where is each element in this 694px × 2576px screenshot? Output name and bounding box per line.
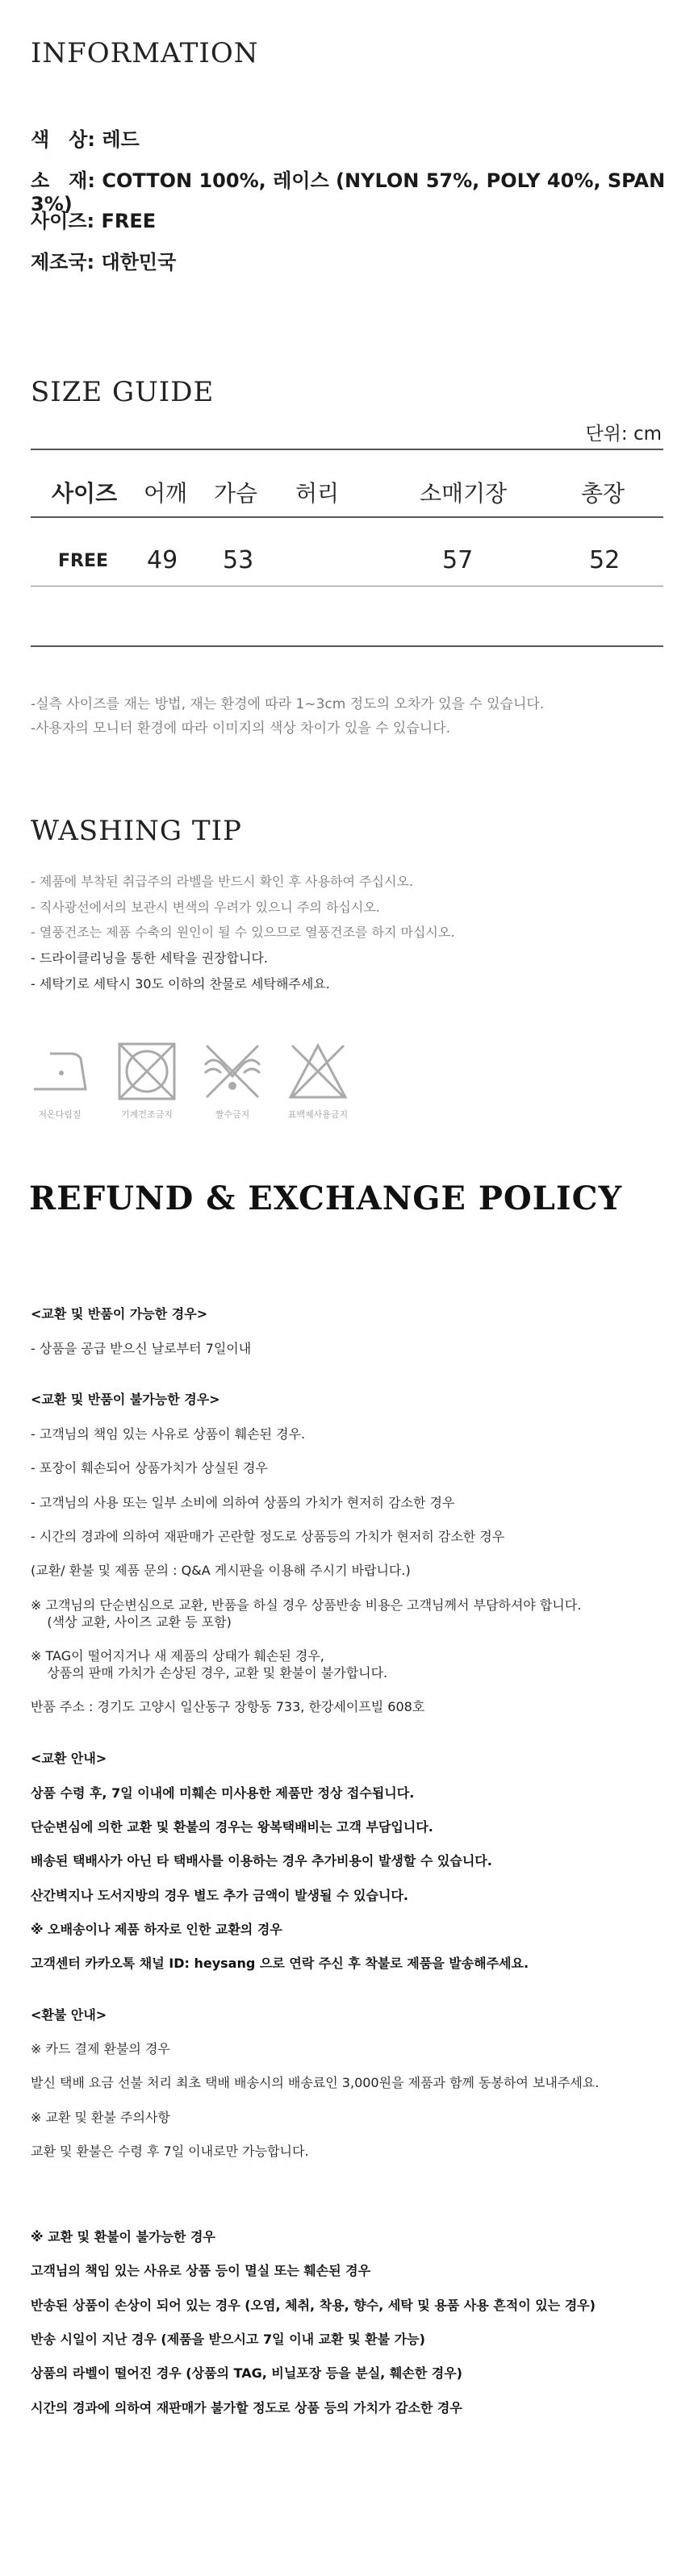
no-tumble-dry-icon: [116, 1041, 178, 1102]
info-value: FREE: [101, 210, 157, 232]
size-guide-title: SIZE GUIDE: [31, 376, 215, 408]
table-row-rule: [31, 586, 663, 587]
policy-line: - 고객님의 책임 있는 사유로 상품이 훼손된 경우.: [31, 1426, 306, 1442]
policy-line: ※ 고객님의 단순변심으로 교환, 반품을 하실 경우 상품반송 비용은 고객님께서 부담하셔야 합니다.: [31, 1597, 582, 1613]
policy-heading: <교환 안내>: [31, 1751, 107, 1766]
size-header: 사이즈: [52, 480, 118, 507]
return-address: 반품 주소 : 경기도 고양시 일산동구 장항동 733, 한강세이프빌 608호: [31, 1699, 425, 1714]
policy-heading: <환불 안내>: [31, 2007, 107, 2023]
policy-line: ※ 카드 결제 환불의 경우: [31, 2041, 170, 2056]
size-header: 어깨: [144, 480, 188, 507]
size-header: 소매기장: [420, 480, 508, 507]
icon-caption: 기계건조금지: [121, 1109, 173, 1120]
policy-line: 배송된 택배사가 아닌 타 택배사를 이용하는 경우 추가비용이 발생할 수 있습니다.: [31, 1853, 492, 1868]
size-note: -실측 사이즈를 재는 방법, 재는 환경에 따라 1~3cm 정도의 오차가 있을 수 있습니다.: [31, 696, 545, 712]
wash-line: - 직사광선에서의 보관시 변색의 우려가 있으니 주의 하십시오.: [31, 900, 380, 915]
size-value: 57: [442, 546, 474, 574]
iron-low-icon: [29, 1041, 90, 1102]
icon-caption: 저온다림질: [38, 1109, 82, 1120]
icon-caption: 짤수금지: [215, 1109, 250, 1120]
size-unit: 단위: cm: [585, 424, 662, 445]
size-value: 53: [223, 546, 254, 574]
wash-line: - 세탁기로 세탁시 30도 이하의 찬물로 세탁해주세요.: [31, 976, 330, 992]
info-row-origin: [31, 246, 176, 274]
policy-line: ※ 교환 및 환불 주의사항: [31, 2110, 170, 2125]
no-wring-icon: [202, 1041, 263, 1102]
policy-line: 산간벽지나 도서지방의 경우 별도 추가 금액이 발생될 수 있습니다.: [31, 1888, 408, 1903]
policy-line: 반송된 상품이 손상이 되어 있는 경우 (오염, 체취, 착용, 향수, 세탁 및 용품 사용 흔적이 있는 경우): [31, 2298, 596, 2313]
refund-title: REFUND & EXCHANGE POLICY: [29, 1179, 622, 1217]
policy-line: 발신 택배 요금 선불 처리 최초 택배 배송시의 배송료인 3,000원을 제품과 함께 동봉하여 보내주세요.: [31, 2075, 600, 2090]
wash-line: - 드라이클리닝을 통한 세탁을 권장합니다.: [31, 950, 268, 966]
size-header: 총장: [581, 480, 625, 507]
table-bottom-rule: [31, 645, 663, 647]
size-note: -사용자의 모니터 환경에 따라 이미지의 색상 차이가 있을 수 있습니다.: [31, 720, 450, 737]
policy-line: 고객님의 책임 있는 사유로 상품 등이 멸실 또는 훼손된 경우: [31, 2263, 371, 2278]
policy-line: 상품의 판매 가치가 손상된 경우, 교환 및 환불이 불가합니다.: [31, 1665, 388, 1680]
no-bleach-icon: [287, 1041, 349, 1102]
size-value: 49: [147, 546, 178, 574]
wash-line: - 열풍건조는 제품 수축의 원인이 될 수 있으므로 열풍건조를 하지 마십시오.: [31, 925, 455, 940]
policy-line: 반송 시일이 지난 경우 (제품을 받으시고 7일 이내 교환 및 환불 가능): [31, 2332, 425, 2347]
info-row-color: [31, 123, 140, 152]
size-header: 허리: [295, 480, 340, 507]
info-row-size: [31, 205, 156, 233]
policy-line: (교환/ 환불 및 제품 문의 : Q&A 게시판을 이용해 주시기 바랍니다.): [31, 1563, 411, 1578]
info-label: 색 상:: [31, 128, 95, 151]
info-value: 대한민국: [101, 251, 177, 273]
policy-line: - 상품을 공급 받으신 날로부터 7일이내: [31, 1341, 252, 1356]
policy-line: 상품의 라벨이 떨어진 경우 (상품의 TAG, 비닐포장 등을 분실, 훼손한 경우): [31, 2365, 462, 2381]
policy-line: ※ 오배송이나 제품 하자로 인한 교환의 경우: [31, 1922, 282, 1937]
washing-tip-title: WASHING TIP: [31, 815, 242, 847]
info-label: 사이즈:: [31, 210, 95, 232]
information-title: INFORMATION: [31, 37, 259, 69]
size-value: FREE: [58, 551, 109, 571]
policy-line: - 고객님의 사용 또는 일부 소비에 의하여 상품의 가치가 현저히 감소한 경우: [31, 1495, 455, 1510]
info-label: 소 재:: [31, 169, 95, 192]
policy-line: - 포장이 훼손되어 상품가치가 상실된 경우: [31, 1460, 268, 1476]
policy-line: 교환 및 환불은 수령 후 7일 이내로만 가능합니다.: [31, 2144, 309, 2159]
size-value: 52: [589, 546, 621, 574]
wash-line: - 제품에 부착된 취급주의 라벨을 반드시 확인 후 사용하여 주십시오.: [31, 874, 413, 889]
policy-line: 시간의 경과에 의하여 재판매가 불가할 정도로 상품 등의 가치가 감소한 경우: [31, 2400, 462, 2415]
policy-line: 고객센터 카카오톡 채널 ID: heysang 으로 연락 주신 후 착불로 제품을 발송해주세요.: [31, 1956, 529, 1971]
info-label: 제조국:: [31, 251, 95, 273]
policy-line: 단순변심에 의한 교환 및 환불의 경우는 왕복택배비는 고객 부담입니다.: [31, 1819, 433, 1835]
policy-line: ※ TAG이 떨어지거나 새 제품의 상태가 훼손된 경우,: [31, 1648, 324, 1664]
icon-caption: 표백제사용금지: [287, 1109, 349, 1120]
size-header: 가슴: [214, 480, 258, 507]
policy-line: (색상 교환, 사이즈 교환 등 포함): [31, 1614, 232, 1630]
policy-heading: ※ 교환 및 환불이 불가능한 경우: [31, 2229, 215, 2244]
info-value: COTTON 100%, 레이스 (NYLON 57%, POLY 40%, SPAN 3%): [31, 169, 666, 215]
policy-line: 상품 수령 후, 7일 이내에 미훼손 미사용한 제품만 정상 접수됩니다.: [31, 1785, 415, 1801]
policy-line: - 시간의 경과에 의하여 재판매가 곤란할 정도로 상품등의 가치가 현저히 감소한 경우: [31, 1529, 505, 1544]
policy-heading: <교환 및 반품이 불가능한 경우>: [31, 1392, 220, 1407]
table-header-rule: [31, 516, 663, 518]
table-top-rule: [31, 449, 663, 450]
info-value: 레드: [102, 128, 140, 151]
policy-heading: <교환 및 반품이 가능한 경우>: [31, 1306, 208, 1321]
